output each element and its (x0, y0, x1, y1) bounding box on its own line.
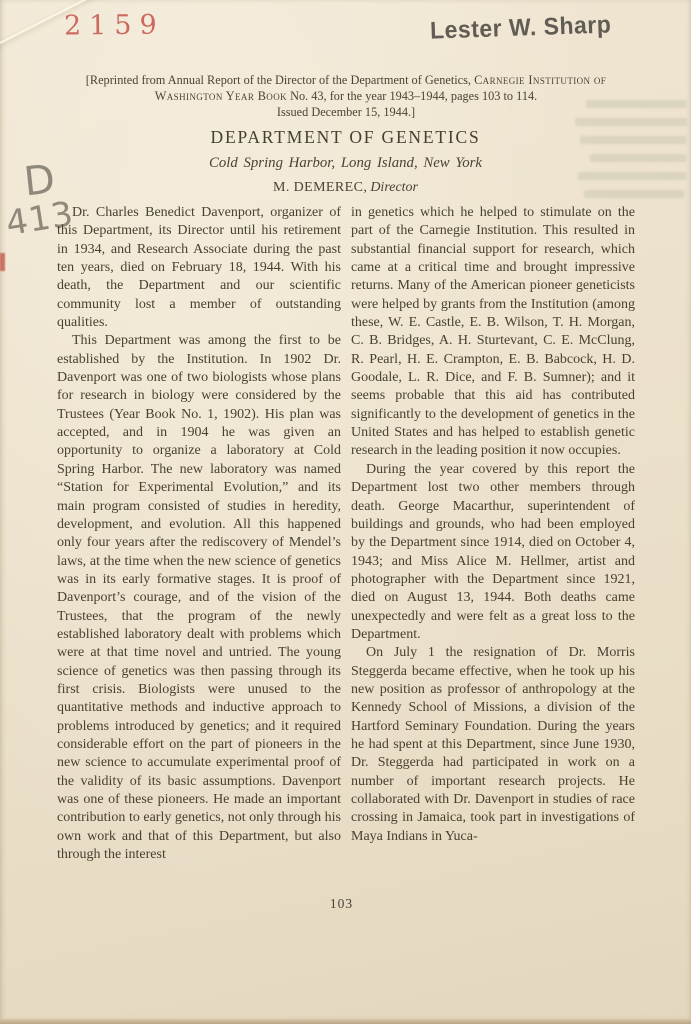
red-edge-mark (0, 253, 5, 271)
shelf-mark-number: 413 (3, 193, 77, 245)
accession-number-stamp: 2159 (63, 9, 165, 42)
paragraph: This Department was among the first to be established by the Institution. In 1902 Dr. Davenport was one of two biologists whose plans for research in biology were considered by the Trustees (Year Book No. 1, 1902). His plan was accepted, and in 1904 he was given an opportunity to organize a laboratory at Cold Spring Harbor. The new laboratory was named “Station for Experimental Evolution,” and its main program consisted of studies in heredity, development, and evolution. All this happened only four years after the rediscovery of Mendel’s laws, at the time when the new science of genetics was in its early formative stages. It is proof of Davenport’s courage, and of the vision of the Trustees, that the program of the newly established laboratory dealt with problems which were at that time novel and untried. The young science of genetics was then passing through its first crisis. Biologists were unused to the quantitative methods and inductive approach to problems introduced by genetics; and it required considerable effort on the part of pioneers in the new science to accumulate experimental proof of the validity of its basic assumptions. Davenport was one of these pioneers. He made an important contribution to early genetics, not only through his own work and that of this Department, but also through the interest (57, 333, 341, 863)
shelf-mark-letter: D (21, 156, 58, 206)
paragraph: in genetics which he helped to stimulate on the part of the Carnegie Institution. This resulted in substantial financial support for research, which came at a critical time and brought impressive returns. Many of the American pioneer geneticists were helped by grants from the Institution (among these, W. E. Castle, E. B. Wilson, T. H. Morgan, C. B. Bridges, A. H. Sturtevant, C. E. McClung, R. Pearl, H. E. Crampton, E. B. Babcock, H. D. Goodale, L. R. Dice, and F. B. Sumner); and it seems probable that this aid has contributed significantly to the development of genetics in the United States and has helped to establish genetic research in the leading position it now occupies. (351, 205, 635, 459)
reprint-notice-source: Carnegie Institution of Washington Year Book (154, 73, 607, 103)
page-title: DEPARTMENT OF GENETICS (210, 127, 481, 147)
reprint-notice (63, 73, 629, 120)
page-bottom-edge (0, 1019, 691, 1024)
page-number: 103 (329, 896, 354, 911)
byline (0, 180, 691, 196)
show-through-text (578, 172, 686, 180)
two-column-text-body (57, 204, 635, 896)
paragraph: Dr. Charles Benedict Davenport, organizer of this Department, its Director until his retirement in 1934, and Research Associate during the past ten years, died on February 18, 1944. With his death, the Department and our scientific community lost a member of outstanding qualities. (57, 205, 341, 331)
director-name: M. DEMEREC (272, 180, 364, 195)
right-column (351, 204, 635, 896)
director-role: , Director (363, 180, 419, 195)
left-column (57, 204, 341, 896)
owner-name-stamp: Lester W. Sharp (429, 10, 612, 44)
paragraph: On July 1 the resignation of Dr. Morris Steggerda became effective, when he took up his new position as professor of anthropology at the Kennedy School of Missions, a division of the Hartford Seminary Foundation. During the years he had spent at this Department, since June 1930, Dr. Steggerda had participated in work on a number of important research projects. He collaborated with Dr. Davenport in studies of race crossing in Jamaica, took part in investigations of Maya Indians in Yuca- (351, 645, 635, 844)
reprint-notice-prefix: [Reprinted from Annual Report of the Director of the Department of Genetics, (85, 73, 475, 87)
paragraph: During the year covered by this report the Department lost two other members through death. George Macarthur, superintendent of buildings and grounds, who had been employed by the Department since 1914, died on October 4, 1943; and Miss Alice M. Hellmer, artist and photographer with the Department since 1921, died on August 13, 1944. Both deaths came unexpectedly and were felt as a great loss to the Department. (351, 461, 635, 642)
reprint-notice-pages: No. 43, for the year 1943–1944, pages 103 to 114. (287, 88, 538, 103)
reprint-notice-issued: Issued December 15, 1944.] (276, 104, 416, 119)
page-subtitle: Cold Spring Harbor, Long Island, New York (209, 155, 482, 171)
